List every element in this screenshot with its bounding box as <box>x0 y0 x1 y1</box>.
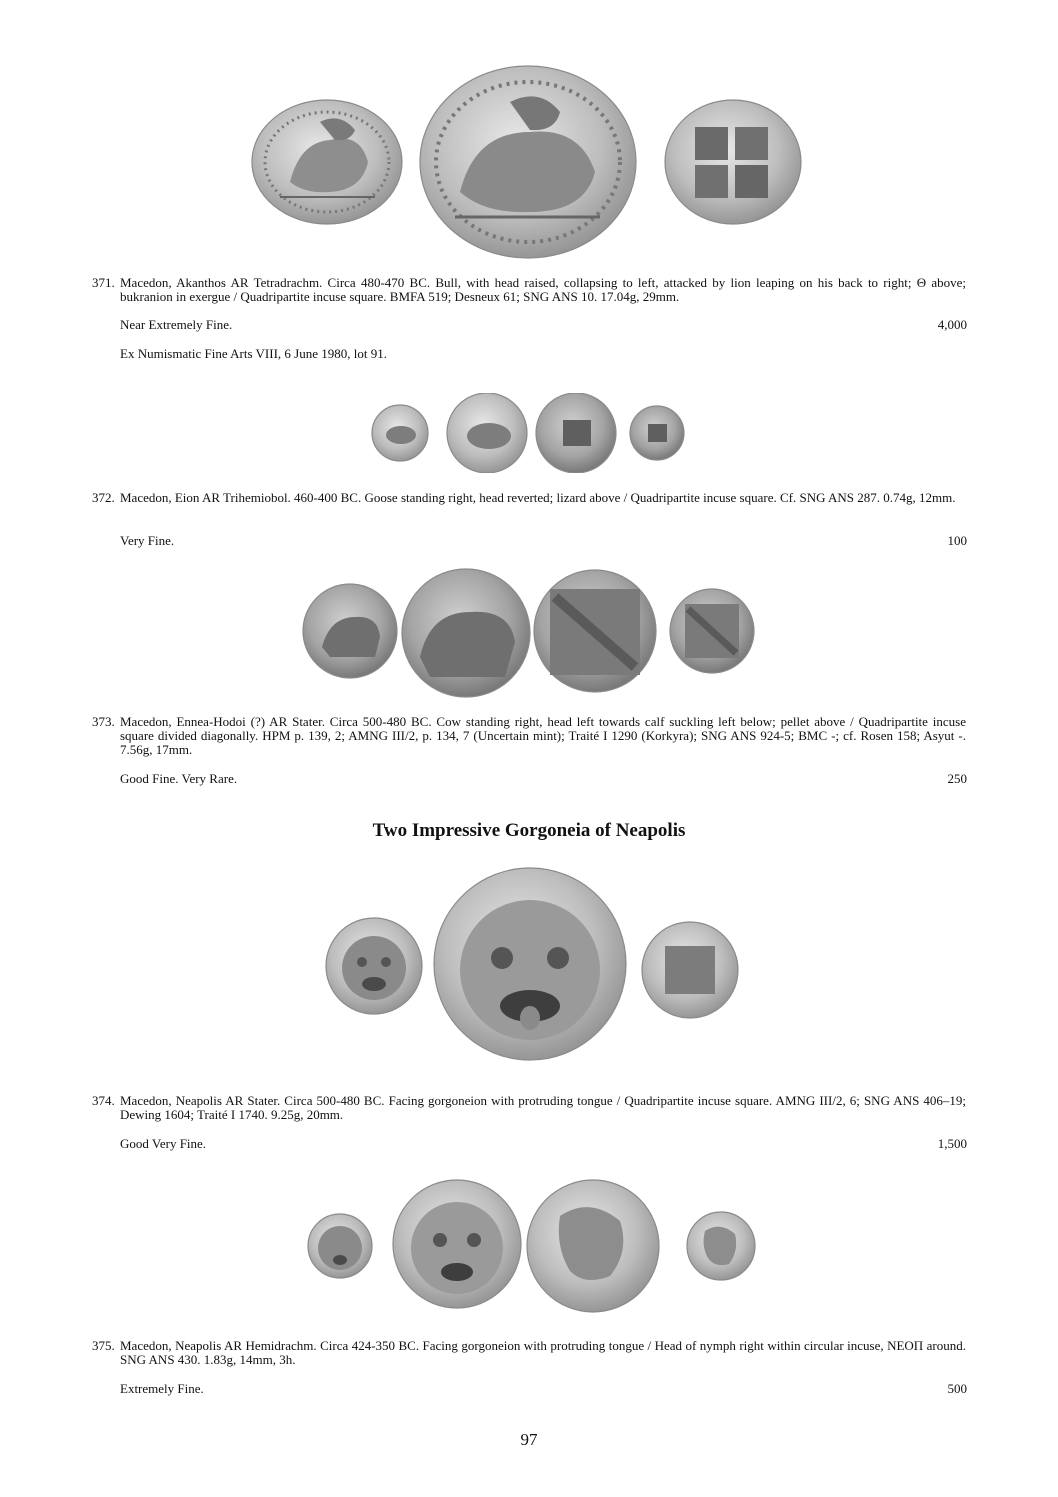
diagonal-incuse-reverse-enlarged <box>534 570 656 692</box>
lot-number: 374. <box>92 1093 115 1108</box>
lot-estimate: 4,000 <box>937 317 967 332</box>
cow-and-calf-obverse <box>303 584 397 678</box>
cow-and-calf-obverse-enlarged <box>402 569 530 697</box>
lot-description: Macedon, Neapolis AR Hemidrachm. Circa 424-350 BC. Facing gorgoneion with protruding tongue / Head of nymph right within circular incuse, NEOΠ around. SNG ANS 430. 1.83g, 14mm, 3h. <box>120 1338 966 1367</box>
lot-375-coin-images <box>305 1176 760 1320</box>
lot-estimate: 1,500 <box>937 1136 967 1151</box>
lot-description: Macedon, Eion AR Trihemiobol. 460-400 BC. Goose standing right, head reverted; lizard above / Quadripartite incuse square. Cf. SNG ANS 287. 0.74g, 12mm. <box>120 490 956 505</box>
page-number: 97 <box>520 1430 538 1449</box>
incuse-square-reverse-enlarged <box>536 393 616 473</box>
section-heading: Two Impressive Gorgoneia of Neapolis <box>372 820 686 841</box>
lot-provenance: Ex Numismatic Fine Arts VIII, 6 June 1980, lot 91. <box>120 346 387 361</box>
incuse-square-reverse <box>630 406 684 460</box>
lot-grade: Very Fine. <box>120 533 175 548</box>
lot-description: Macedon, Ennea-Hodoi (?) AR Stater. Circa 500-480 BC. Cow standing right, head left towards calf suckling left below; pellet above / Quadripartite incuse square divided diagonally. HPM p. 139, 2; AMNG III/2, p. 134, 7 (Uncertain mint); Traité I 1290 (Korkyra); SNG ANS 924-5; BMC -; cf. Rosen 158; Asyut -. 7.56g, 17mm. <box>120 714 966 757</box>
gorgoneion-obverse <box>326 918 422 1014</box>
lot-373-coin-images <box>300 567 760 699</box>
lot-estimate: 250 <box>947 771 967 786</box>
lot-grade: Extremely Fine. <box>120 1381 204 1396</box>
lot-estimate: 500 <box>947 1381 967 1396</box>
lot-estimate: 100 <box>947 533 967 548</box>
gorgoneion-obverse-enlarged <box>434 868 626 1060</box>
lot-number: 372. <box>92 490 115 505</box>
lot-grade: Good Fine. Very Rare. <box>120 771 238 786</box>
gorgoneion-obverse-enlarged <box>393 1180 521 1308</box>
lot-grade: Near Extremely Fine. <box>120 317 233 332</box>
diagonal-incuse-reverse <box>670 589 754 673</box>
lot-372-coin-images <box>365 393 695 473</box>
lot-371-coin-images <box>250 62 810 262</box>
lot-number: 373. <box>92 714 115 729</box>
nymph-head-reverse <box>687 1212 755 1280</box>
goose-obverse-enlarged <box>447 393 527 473</box>
goose-obverse <box>372 405 428 461</box>
quadripartite-incuse-reverse <box>665 100 801 224</box>
lot-number: 371. <box>92 275 115 290</box>
incuse-square-reverse <box>642 922 738 1018</box>
lot-374-coin-images <box>320 866 740 1066</box>
nymph-head-reverse-enlarged <box>527 1180 659 1312</box>
lot-grade: Good Very Fine. <box>120 1136 207 1151</box>
bull-and-lion-obverse <box>252 100 402 224</box>
gorgoneion-obverse <box>308 1214 372 1278</box>
bull-and-lion-obverse-enlarged <box>420 66 636 258</box>
lot-description: Macedon, Akanthos AR Tetradrachm. Circa 480-470 BC. Bull, with head raised, collapsing to left, attacked by lion leaping on his back to right; Θ above; bukranion in exergue / Quadripartite incuse square. BMFA 519; Desneux 61; SNG ANS 10. 17.04g, 29mm. <box>120 275 966 304</box>
lot-number: 375. <box>92 1338 115 1353</box>
lot-description: Macedon, Neapolis AR Stater. Circa 500-480 BC. Facing gorgoneion with protruding tongue / Quadripartite incuse square. AMNG III/2, 6; SNG ANS 406–19; Dewing 1604; Traité I 1740. 9.25g, 20mm. <box>120 1093 966 1122</box>
